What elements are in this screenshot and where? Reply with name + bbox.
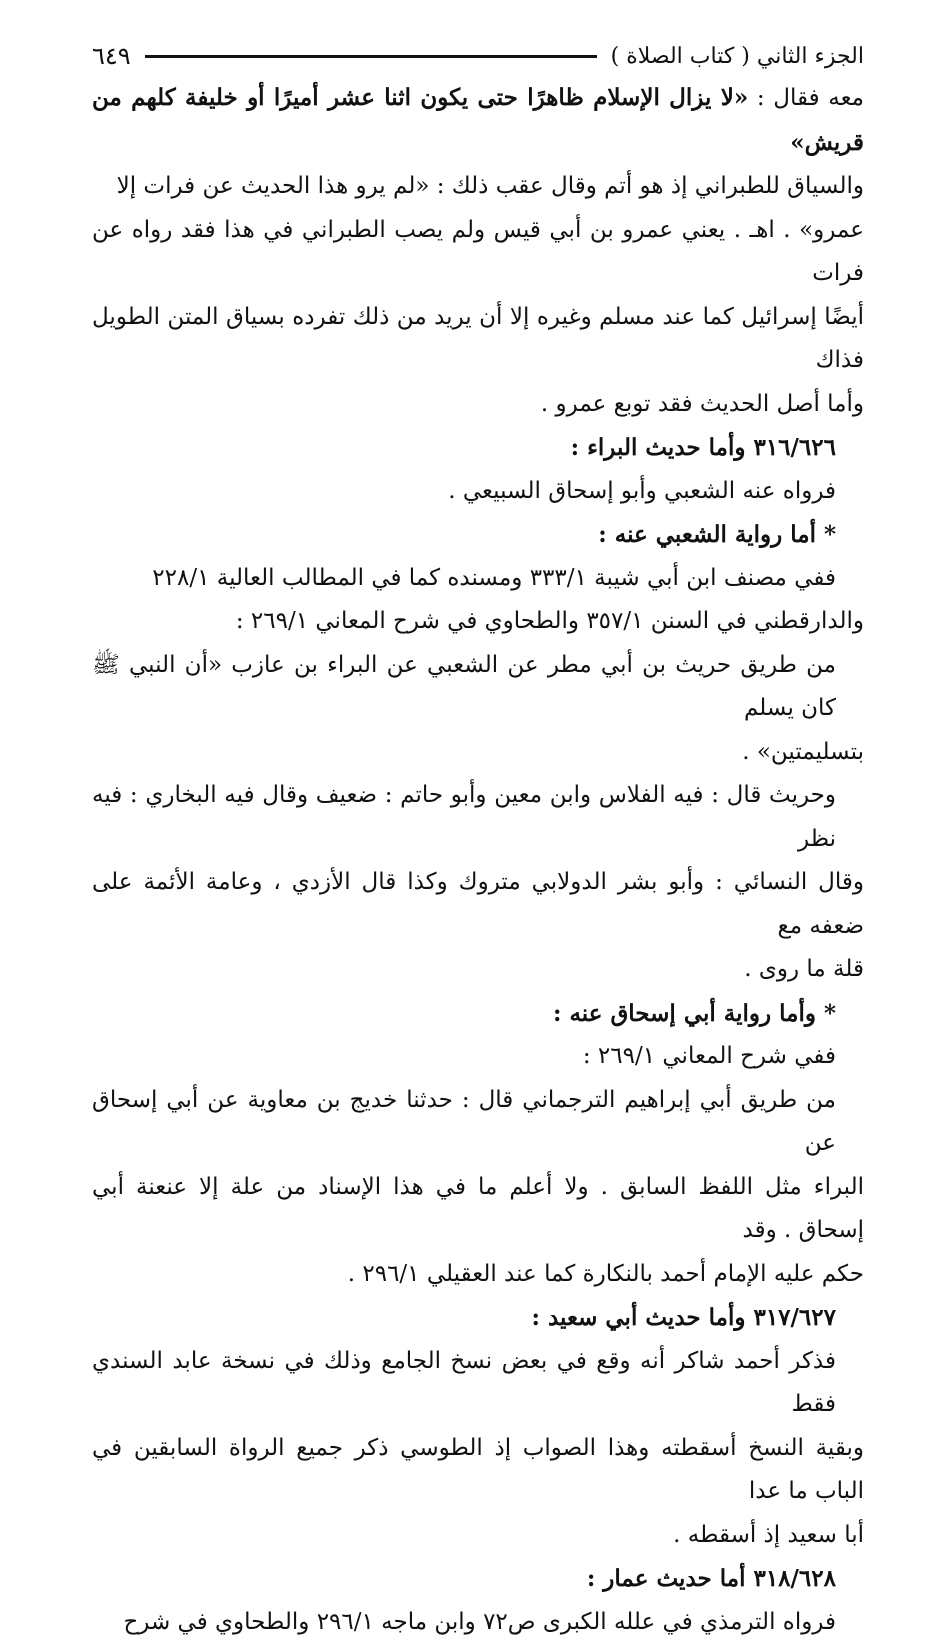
book-page xyxy=(92,36,864,1644)
text-line: وبقية النسخ أسقطته وهذا الصواب إذ الطوسي ذكر جميع الرواة السابقين في الباب ما عدا xyxy=(92,1427,864,1514)
text-line: عمرو» . اهـ . يعني عمرو بن أبي قيس ولم يصب الطبراني في هذا فقد رواه عن فرات xyxy=(92,209,864,296)
text-line: حكم عليه الإمام أحمد بالنكارة كما عند العقيلي ٢٩٦/١ . xyxy=(92,1253,864,1297)
text-line-intro: معه فقال : xyxy=(748,85,864,111)
text-line: وقال النسائي : وأبو بشر الدولابي متروك وكذا قال الأزدي ، وعامة الأئمة على ضعفه مع xyxy=(92,861,864,948)
text-line: أبا سعيد إذ أسقطه . xyxy=(92,1514,864,1558)
text-line: والسياق للطبراني إذ هو أتم وقال عقب ذلك : «لم يرو هذا الحديث عن فرات إلا xyxy=(92,165,864,209)
running-head-title: الجزء الثاني ( كتاب الصلاة ) xyxy=(611,44,864,69)
text-line: فذكر أحمد شاكر أنه وقع في بعض نسخ الجامع وذلك في نسخة عابد السندي فقط xyxy=(92,1340,864,1427)
section-heading: ٣١٧/٦٢٧ وأما حديث أبي سعيد : xyxy=(92,1296,864,1340)
running-head xyxy=(92,36,864,76)
hadith-quote: «لا يزال الإسلام ظاهرًا حتى يكون اثنا عشر أميرًا أو خليفة كلهم من قريش» xyxy=(92,84,864,156)
header-rule xyxy=(145,55,597,58)
text-line: والدارقطني في السنن ٣٥٧/١ والطحاوي في شرح المعاني ٢٦٩/١ : xyxy=(92,600,864,644)
text-line: وحريث قال : فيه الفلاس وابن معين وأبو حاتم : ضعيف وقال فيه البخاري : فيه نظر xyxy=(92,774,864,861)
text-line: البراء مثل اللفظ السابق . ولا أعلم ما في هذا الإسناد من علة إلا عنعنة أبي إسحاق . وقد xyxy=(92,1166,864,1253)
text-line: أيضًا إسرائيل كما عند مسلم وغيره إلا أن يريد من ذلك تفرده بسياق المتن الطويل فذاك xyxy=(92,296,864,383)
text-line: ففي مصنف ابن أبي شيبة ٣٣٣/١ ومسنده كما في المطالب العالية ٢٢٨/١ xyxy=(92,557,864,601)
page-body xyxy=(92,76,864,1644)
text-line: ففي شرح المعاني ٢٦٩/١ : xyxy=(92,1035,864,1079)
text-line: فرواه عنه الشعبي وأبو إسحاق السبيعي . xyxy=(92,470,864,514)
section-heading: ٣١٨/٦٢٨ أما حديث عمار : xyxy=(92,1557,864,1601)
subsection-heading: * وأما رواية أبي إسحاق عنه : xyxy=(92,992,864,1036)
text-line: وأما أصل الحديث فقد توبع عمرو . xyxy=(92,383,864,427)
text-line: من طريق حريث بن أبي مطر عن الشعبي عن البراء بن عازب «أن النبي ﷺ كان يسلم xyxy=(92,644,864,731)
text-line: بتسليمتين» . xyxy=(92,731,864,775)
text-line xyxy=(92,76,864,165)
text-line: قلة ما روى . xyxy=(92,948,864,992)
section-heading: ٣١٦/٦٢٦ وأما حديث البراء : xyxy=(92,426,864,470)
text-line: من طريق أبي إبراهيم الترجماني قال : حدثنا خديج بن معاوية عن أبي إسحاق عن xyxy=(92,1079,864,1166)
text-line: فرواه الترمذي في علله الكبرى ص٧٢ وابن ماجه ٢٩٦/١ والطحاوي في شرح xyxy=(92,1601,864,1644)
page-number: ٦٤٩ xyxy=(92,42,131,70)
subsection-heading: * أما رواية الشعبي عنه : xyxy=(92,513,864,557)
